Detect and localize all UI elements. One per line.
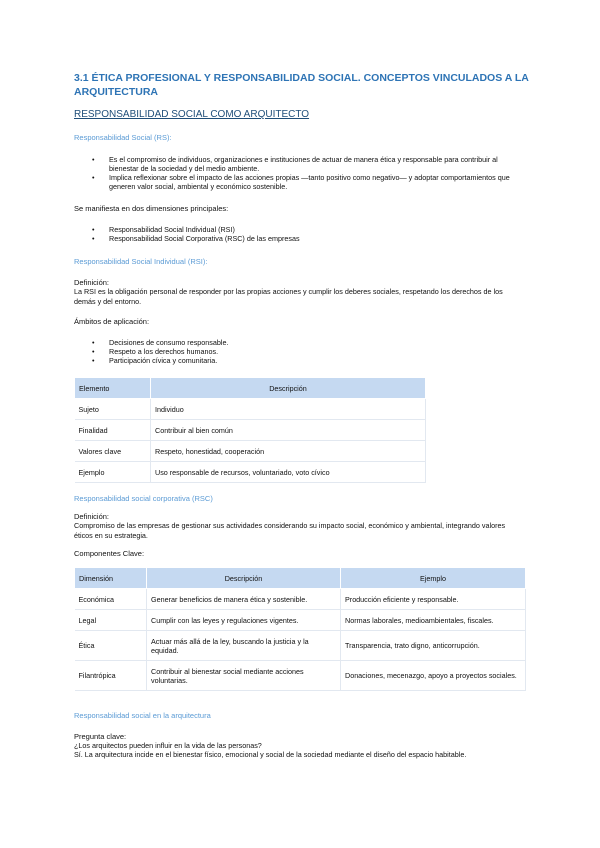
rs-subheading: Responsabilidad Social (RS): [74, 133, 172, 142]
table-cell: Respeto, honestidad, cooperación [151, 441, 426, 462]
rsi-subheading: Responsabilidad Social Individual (RSI): [74, 257, 208, 266]
table-cell: Filantrópica [75, 661, 147, 691]
document-title: 3.1 ÉTICA PROFESIONAL Y RESPONSABILIDAD SOCIAL. CONCEPTOS VINCULADOS A LA ARQUITECTURA [74, 72, 529, 98]
table-header-cell: Descripción [147, 568, 341, 589]
table-cell: Ética [75, 631, 147, 661]
rsi-table [74, 377, 426, 483]
table-header-cell: Ejemplo [341, 568, 526, 589]
rsc-definition-text: Compromiso de las empresas de gestionar sus actividades considerando su impacto social, económico y ambiental, integrando valores éticos en su estrategia. [74, 521, 506, 540]
list-item: • Responsabilidad Social Individual (RSI) [92, 225, 512, 234]
arq-question-label: Pregunta clave: [74, 732, 127, 741]
rsc-components-label: Componentes Clave: [74, 549, 145, 558]
table-cell: Uso responsable de recursos, voluntariado, voto cívico [151, 462, 426, 483]
rsc-subheading: Responsabilidad social corporativa (RSC) [74, 494, 213, 503]
rsc-table [74, 567, 526, 691]
table-header-row [75, 568, 526, 589]
table-header-cell: Descripción [151, 378, 426, 399]
list-item: • Es el compromiso de individuos, organizaciones e instituciones de actuar de manera ética y responsable para contribuir al bienestar de la sociedad y del medio ambiente. [92, 155, 512, 173]
table-row [75, 610, 526, 631]
dimensions-intro: Se manifiesta en dos dimensiones principales: [74, 204, 229, 213]
rsi-ambitos-label: Ámbitos de aplicación: [74, 317, 150, 326]
table-cell: Sujeto [75, 399, 151, 420]
table-cell: Legal [75, 610, 147, 631]
table-cell: Contribuir al bienestar social mediante acciones voluntarias. [147, 661, 341, 691]
list-item: • Implica reflexionar sobre el impacto de las acciones propias —tanto positivo como negativo— y adoptar comportamientos que generen valor social, ambiental y económico sostenible. [92, 173, 512, 191]
dimensions-list [92, 225, 512, 243]
list-item: • Responsabilidad Social Corporativa (RSC) de las empresas [92, 234, 512, 243]
table-cell: Individuo [151, 399, 426, 420]
table-cell: Generar beneficios de manera ética y sostenible. [147, 589, 341, 610]
list-item: • Participación cívica y comunitaria. [92, 356, 512, 365]
list-item: • Decisiones de consumo responsable. [92, 338, 512, 347]
table-cell: Actuar más allá de la ley, buscando la justicia y la equidad. [147, 631, 341, 661]
table-cell: Contribuir al bien común [151, 420, 426, 441]
rs-bullet-list [92, 155, 512, 191]
arq-answer: Sí. La arquitectura incide en el bienestar físico, emocional y social de la sociedad mediante el diseño del espacio habitable. [74, 750, 467, 759]
table-row [75, 631, 526, 661]
table-cell: Finalidad [75, 420, 151, 441]
rsc-definition-label: Definición: [74, 512, 110, 521]
table-header-cell: Elemento [75, 378, 151, 399]
table-cell: Valores clave [75, 441, 151, 462]
list-item: • Respeto a los derechos humanos. [92, 347, 512, 356]
table-row [75, 420, 426, 441]
table-cell: Ejemplo [75, 462, 151, 483]
table-cell: Cumplir con las leyes y regulaciones vigentes. [147, 610, 341, 631]
ambitos-list [92, 338, 512, 365]
table-cell: Donaciones, mecenazgo, apoyo a proyectos sociales. [341, 661, 526, 691]
table-row [75, 462, 426, 483]
table-cell: Producción eficiente y responsable. [341, 589, 526, 610]
table-row [75, 661, 526, 691]
arq-subheading: Responsabilidad social en la arquitectura [74, 711, 211, 720]
table-header-cell: Dimensión [75, 568, 147, 589]
table-cell: Transparencia, trato digno, anticorrupción. [341, 631, 526, 661]
section-heading: RESPONSABILIDAD SOCIAL COMO ARQUITECTO [74, 109, 310, 120]
rsi-definition-label: Definición: [74, 278, 110, 287]
table-row [75, 441, 426, 462]
table-cell: Económica [75, 589, 147, 610]
rsi-definition-text: La RSI es la obligación personal de responder por las propias acciones y cumplir los deberes sociales, respetando los derechos de los demás y del entorno. [74, 287, 503, 306]
table-row [75, 589, 526, 610]
table-row [75, 399, 426, 420]
table-cell: Normas laborales, medioambientales, fiscales. [341, 610, 526, 631]
arq-question: ¿Los arquitectos pueden influir en la vida de las personas? [74, 741, 262, 750]
table-header-row [75, 378, 426, 399]
